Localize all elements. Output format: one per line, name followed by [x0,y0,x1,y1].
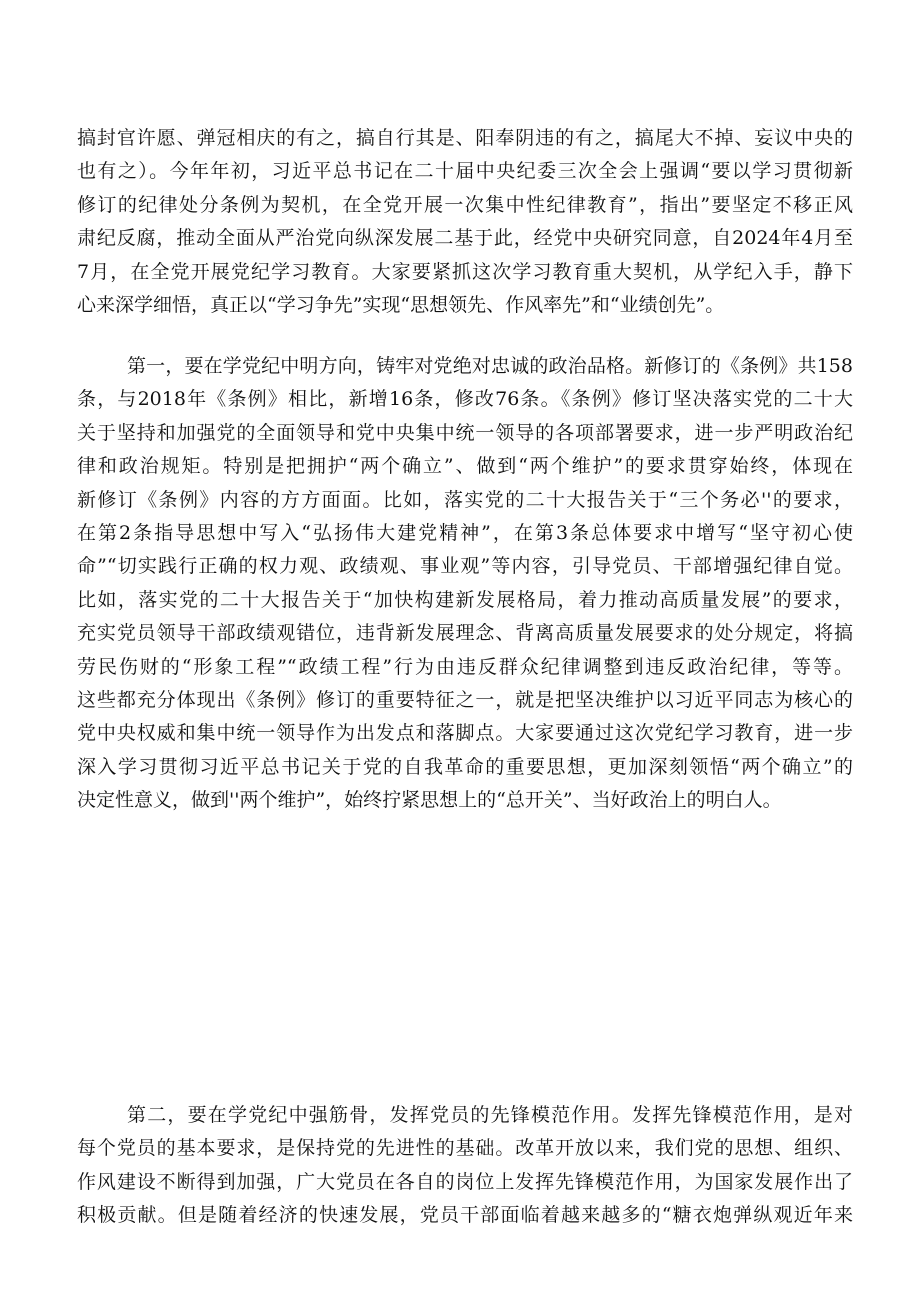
text-line: 肃纪反腐，推动全面从严治党向纵深发展二基于此，经党中央研究同意，自2024年4月至 [77,227,853,250]
text-line: 深入学习贯彻习近平总书记关于党的自我革命的重要思想，更加深刻领悟“两个确立”的 [77,755,853,778]
text-line: 作风建设不断得到加强，广大党员在各自的岗位上发挥先锋模范作用，为国家发展作出了 [77,1170,853,1193]
text-line: 关于坚持和加强党的全面领导和党中央集中统一领导的各项部署要求，进一步严明政治纪 [77,421,853,444]
text-line: 搞封官许愿、弹冠相庆的有之，搞自行其是、阳奉阴违的有之，搞尾大不掉、妄议中央的 [77,127,853,149]
text-line: 这些都充分体现出《条例》修订的重要特征之一，就是把坚决维护以习近平同志为核心的 [77,688,853,711]
text-line: 积极贡献。但是随着经济的快速发展，党员干部面临着越来越多的“糖衣炮弹纵观近年来 [77,1204,853,1227]
text-line: 劳民伤财的“形象工程”“政绩工程”行为由违反群众纪律调整到违反政治纪律，等等。 [77,655,853,678]
text-line: 心来深学细悟，真正以“学习争先”实现“思想领先、作风率先”和“业绩创先”。 [77,293,725,316]
text-line: 比如，落实党的二十大报告关于“加快构建新发展格局，着力推动高质量发展”的要求， [77,588,853,611]
text-line: 充实党员领导干部政绩观错位，违背新发展理念、背离高质量发展要求的处分规定，将搞 [77,622,853,645]
text-line: 律和政治规矩。特别是把拥护“两个确立”、做到“两个维护”的要求贯穿始终，体现在 [77,455,853,478]
text-line: 第一，要在学党纪中明方向，铸牢对党绝对忠诚的政治品格。新修订的《条例》共158 [127,355,853,377]
text-line: 新修订《条例》内容的方方面面。比如，落实党的二十大报告关于“三个务必''的要求， [77,488,853,511]
text-line: 7月，在全党开展党纪学习教育。大家要紧抓这次学习教育重大契机，从学纪入手，静下 [77,260,853,283]
text-line: 第二，要在学党纪中强筋骨，发挥党员的先锋模范作用。发挥先锋模范作用，是对 [127,1104,853,1126]
text-line: 命”“切实践行正确的权力观、政绩观、事业观”等内容，引导党员、干部增强纪律自觉。 [77,555,853,578]
text-line: 修订的纪律处分条例为契机，在全党开展一次集中性纪律教育”，指出”要坚定不移正风 [77,193,853,216]
paragraph-intro [77,122,853,322]
text-line: 也有之）。今年年初，习近平总书记在二十届中央纪委三次全会上强调“要以学习贯彻新 [77,160,853,183]
paragraph-first-point [77,350,853,817]
paragraph-second-point [77,1099,853,1233]
text-line: 条，与2018年《条例》相比，新增16条，修改76条。《条例》修订坚决落实党的二十大 [77,388,853,411]
text-line: 党中央权威和集中统一领导作为出发点和落脚点。大家要通过这次党纪学习教育，进一步 [77,722,853,745]
text-line: 在第2条指导思想中写入“弘扬伟大建党精神”，在第3条总体要求中增写“坚守初心使 [77,521,853,544]
text-line: 决定性意义，做到''两个维护”，始终拧紧思想上的“总开关”、当好政治上的明白人。 [77,789,782,812]
text-line: 每个党员的基本要求，是保持党的先进性的基础。改革开放以来，我们党的思想、组织、 [77,1137,853,1160]
